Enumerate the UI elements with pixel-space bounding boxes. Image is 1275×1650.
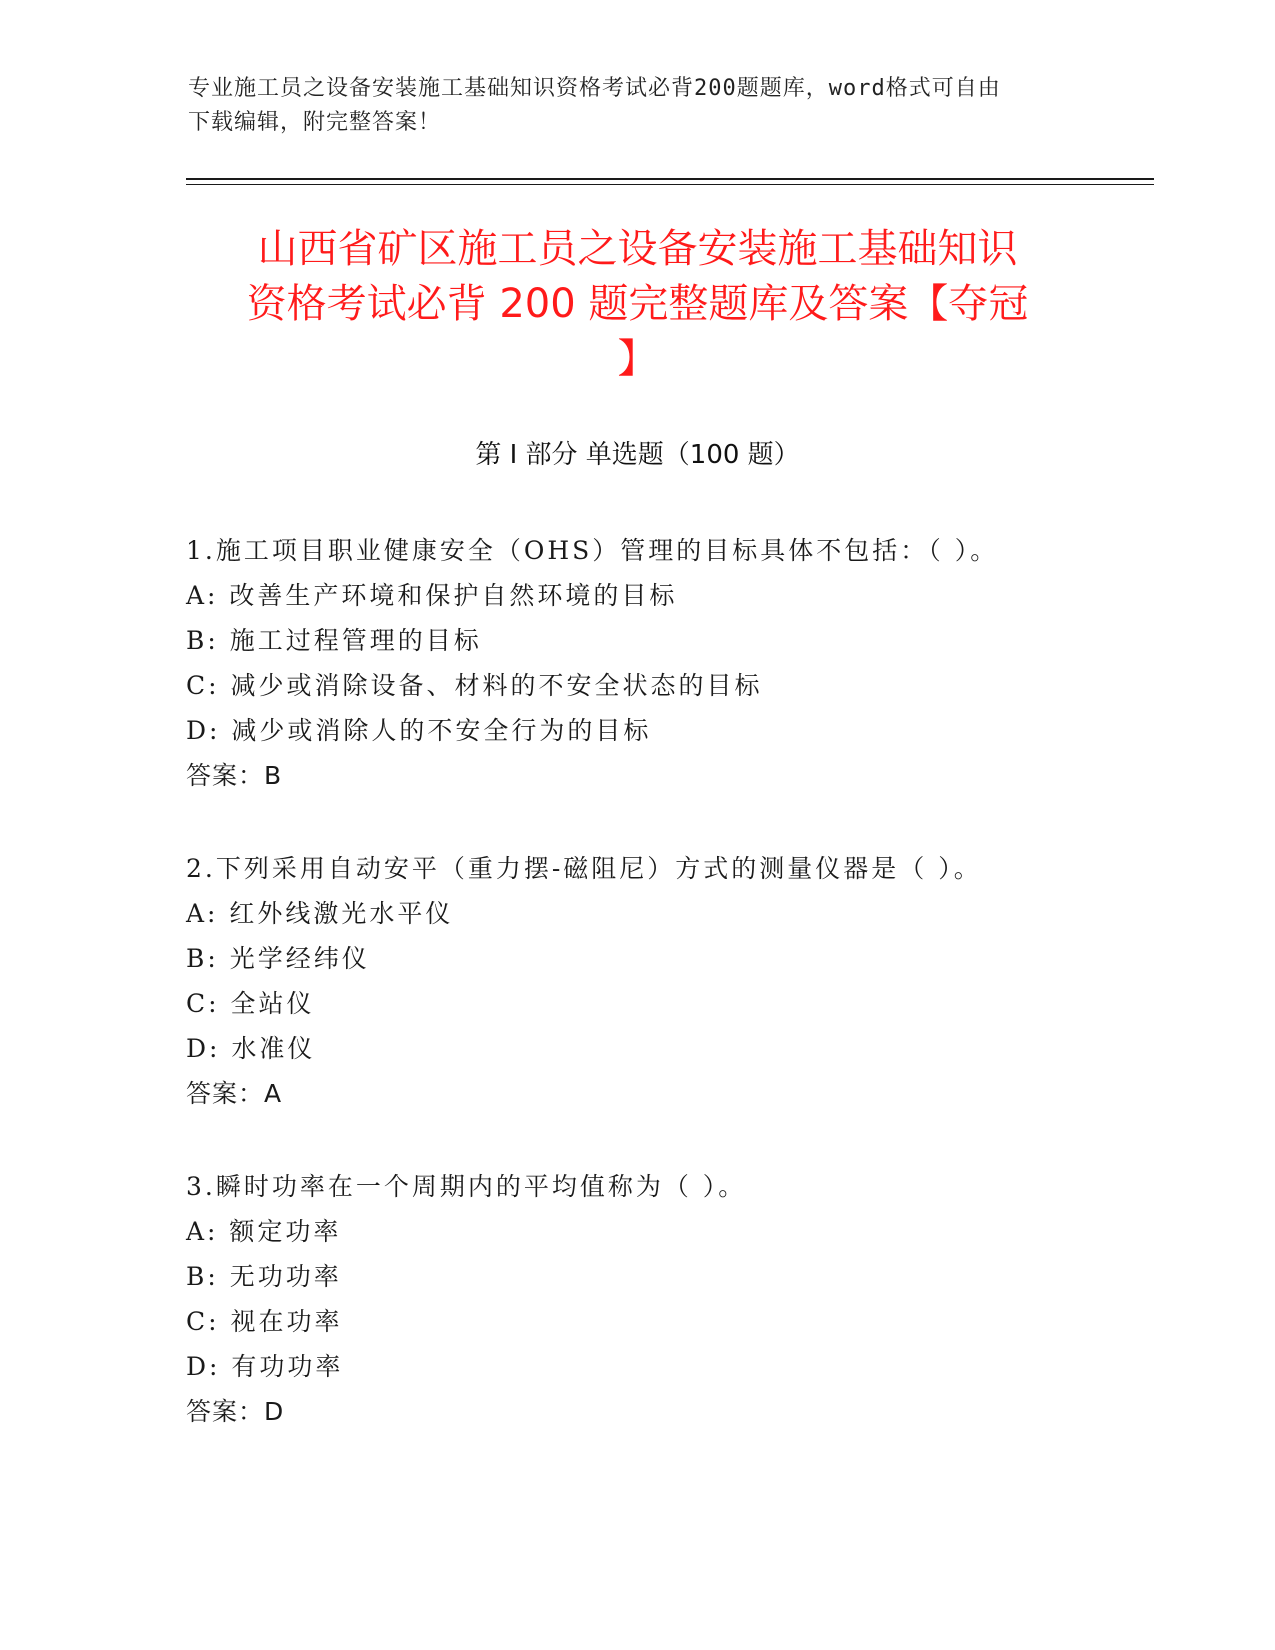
option-c: C: 减少或消除设备、材料的不安全状态的目标: [186, 671, 763, 700]
header-note-line-1: 专业施工员之设备安装施工基础知识资格考试必背200题题库，word格式可自由: [188, 76, 1001, 101]
header-divider-thin: [186, 184, 1154, 185]
header-divider-thick: [186, 178, 1154, 180]
option-d: D: 减少或消除人的不安全行为的目标: [186, 716, 652, 745]
question-stem: 1.施工项目职业健康安全（OHS）管理的目标具体不包括：（ ）。: [186, 536, 999, 565]
header-note-line-2: 下载编辑，附完整答案！: [188, 110, 442, 135]
option-d: D: 水准仪: [186, 1034, 316, 1063]
document-title-line-1: 山西省矿区施工员之设备安装施工基础知识: [257, 226, 1018, 272]
option-a: A: 红外线激光水平仪: [186, 899, 454, 928]
option-b: B: 施工过程管理的目标: [186, 626, 482, 655]
answer-line: 答案：D: [186, 1397, 285, 1426]
option-b: B: 无功功率: [186, 1262, 342, 1291]
header-note: [188, 72, 1088, 140]
question-stem: 3.瞬时功率在一个周期内的平均值称为（ ）。: [186, 1172, 747, 1201]
option-b: B: 光学经纬仪: [186, 944, 370, 973]
option-c: C: 视在功率: [186, 1307, 343, 1336]
option-c: C: 全站仪: [186, 989, 315, 1018]
document-title: [190, 222, 1085, 387]
document-title-line-2: 资格考试必背 200 题完整题库及答案【夺冠: [246, 281, 1029, 327]
option-a: A: 改善生产环境和保护自然环境的目标: [186, 581, 678, 610]
question-stem: 2.下列采用自动安平（重力摆-磁阻尼）方式的测量仪器是（ ）。: [186, 854, 982, 883]
question-3: [186, 1164, 1146, 1434]
question-2: [186, 846, 1146, 1116]
option-d: D: 有功功率: [186, 1352, 344, 1381]
question-1: [186, 528, 1146, 798]
answer-line: 答案：B: [186, 761, 283, 790]
section-heading: 第 I 部分 单选题（100 题）: [475, 440, 800, 470]
answer-line: 答案：A: [186, 1079, 283, 1108]
document-title-line-3: 】: [617, 336, 658, 382]
option-a: A: 额定功率: [186, 1217, 342, 1246]
